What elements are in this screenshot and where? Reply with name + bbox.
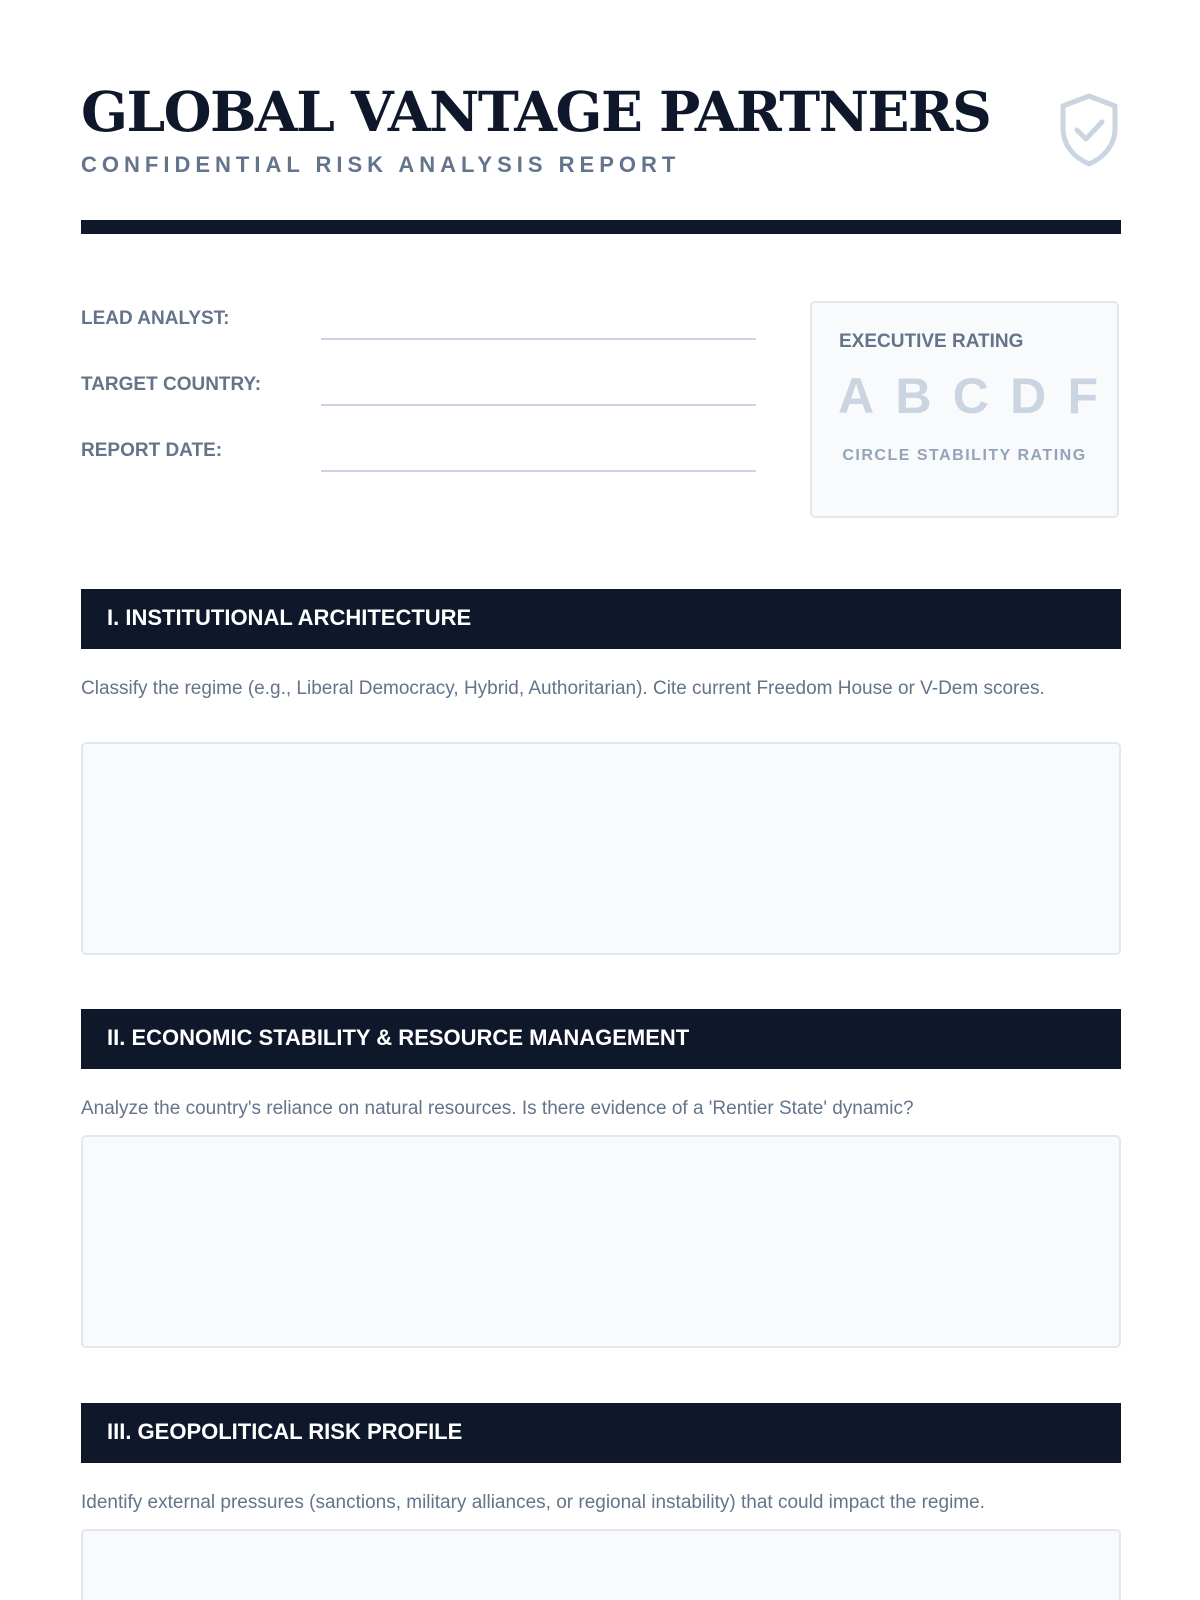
report-date-row	[81, 432, 756, 498]
executive-rating-title: EXECUTIVE RATING	[839, 331, 1024, 352]
report-meta-fields	[81, 300, 756, 498]
company-name: GLOBAL VANTAGE PARTNERS	[81, 79, 991, 144]
lead-analyst-field[interactable]	[321, 338, 756, 340]
report-subtitle: CONFIDENTIAL RISK ANALYSIS REPORT	[81, 152, 681, 177]
rating-option-c[interactable]: C	[952, 368, 989, 424]
section-title: I. INSTITUTIONAL ARCHITECTURE	[107, 605, 472, 630]
geopolitical-risk-response-area[interactable]	[81, 1529, 1121, 1600]
economic-stability-response-area[interactable]	[81, 1135, 1121, 1348]
target-country-field[interactable]	[321, 404, 756, 406]
lead-analyst-label: LEAD ANALYST:	[81, 308, 230, 329]
executive-rating-box	[810, 301, 1119, 518]
section-title: II. ECONOMIC STABILITY & RESOURCE MANAGEMENT	[107, 1025, 690, 1050]
target-country-row	[81, 366, 756, 432]
report-header	[81, 80, 1121, 190]
section-title: III. GEOPOLITICAL RISK PROFILE	[107, 1419, 463, 1444]
institutional-architecture-response-area[interactable]	[81, 742, 1121, 955]
lead-analyst-row	[81, 300, 756, 366]
target-country-label: TARGET COUNTRY:	[81, 374, 262, 395]
rating-letter-options	[838, 368, 1098, 424]
section-prompt: Identify external pressures (sanctions, military alliances, or regional instability) that could impact the regime.	[81, 1492, 985, 1513]
rating-option-f[interactable]: F	[1067, 368, 1098, 424]
rating-instruction: CIRCLE STABILITY RATING	[842, 447, 1087, 464]
section-header-bar	[81, 1403, 1121, 1463]
rating-option-d[interactable]: D	[1010, 368, 1047, 424]
section-prompt: Analyze the country's reliance on natural resources. Is there evidence of a 'Rentier State' dynamic?	[81, 1098, 914, 1119]
header-divider	[81, 220, 1121, 234]
shield-check-icon	[1057, 92, 1121, 168]
report-date-label: REPORT DATE:	[81, 440, 223, 461]
report-date-field[interactable]	[321, 470, 756, 472]
section-prompt: Classify the regime (e.g., Liberal Democracy, Hybrid, Authoritarian). Cite current Freedom House or V-Dem scores.	[81, 678, 1045, 699]
rating-option-a[interactable]: A	[838, 368, 875, 424]
section-header-bar	[81, 1009, 1121, 1069]
rating-option-b[interactable]: B	[895, 368, 932, 424]
section-header-bar	[81, 589, 1121, 649]
